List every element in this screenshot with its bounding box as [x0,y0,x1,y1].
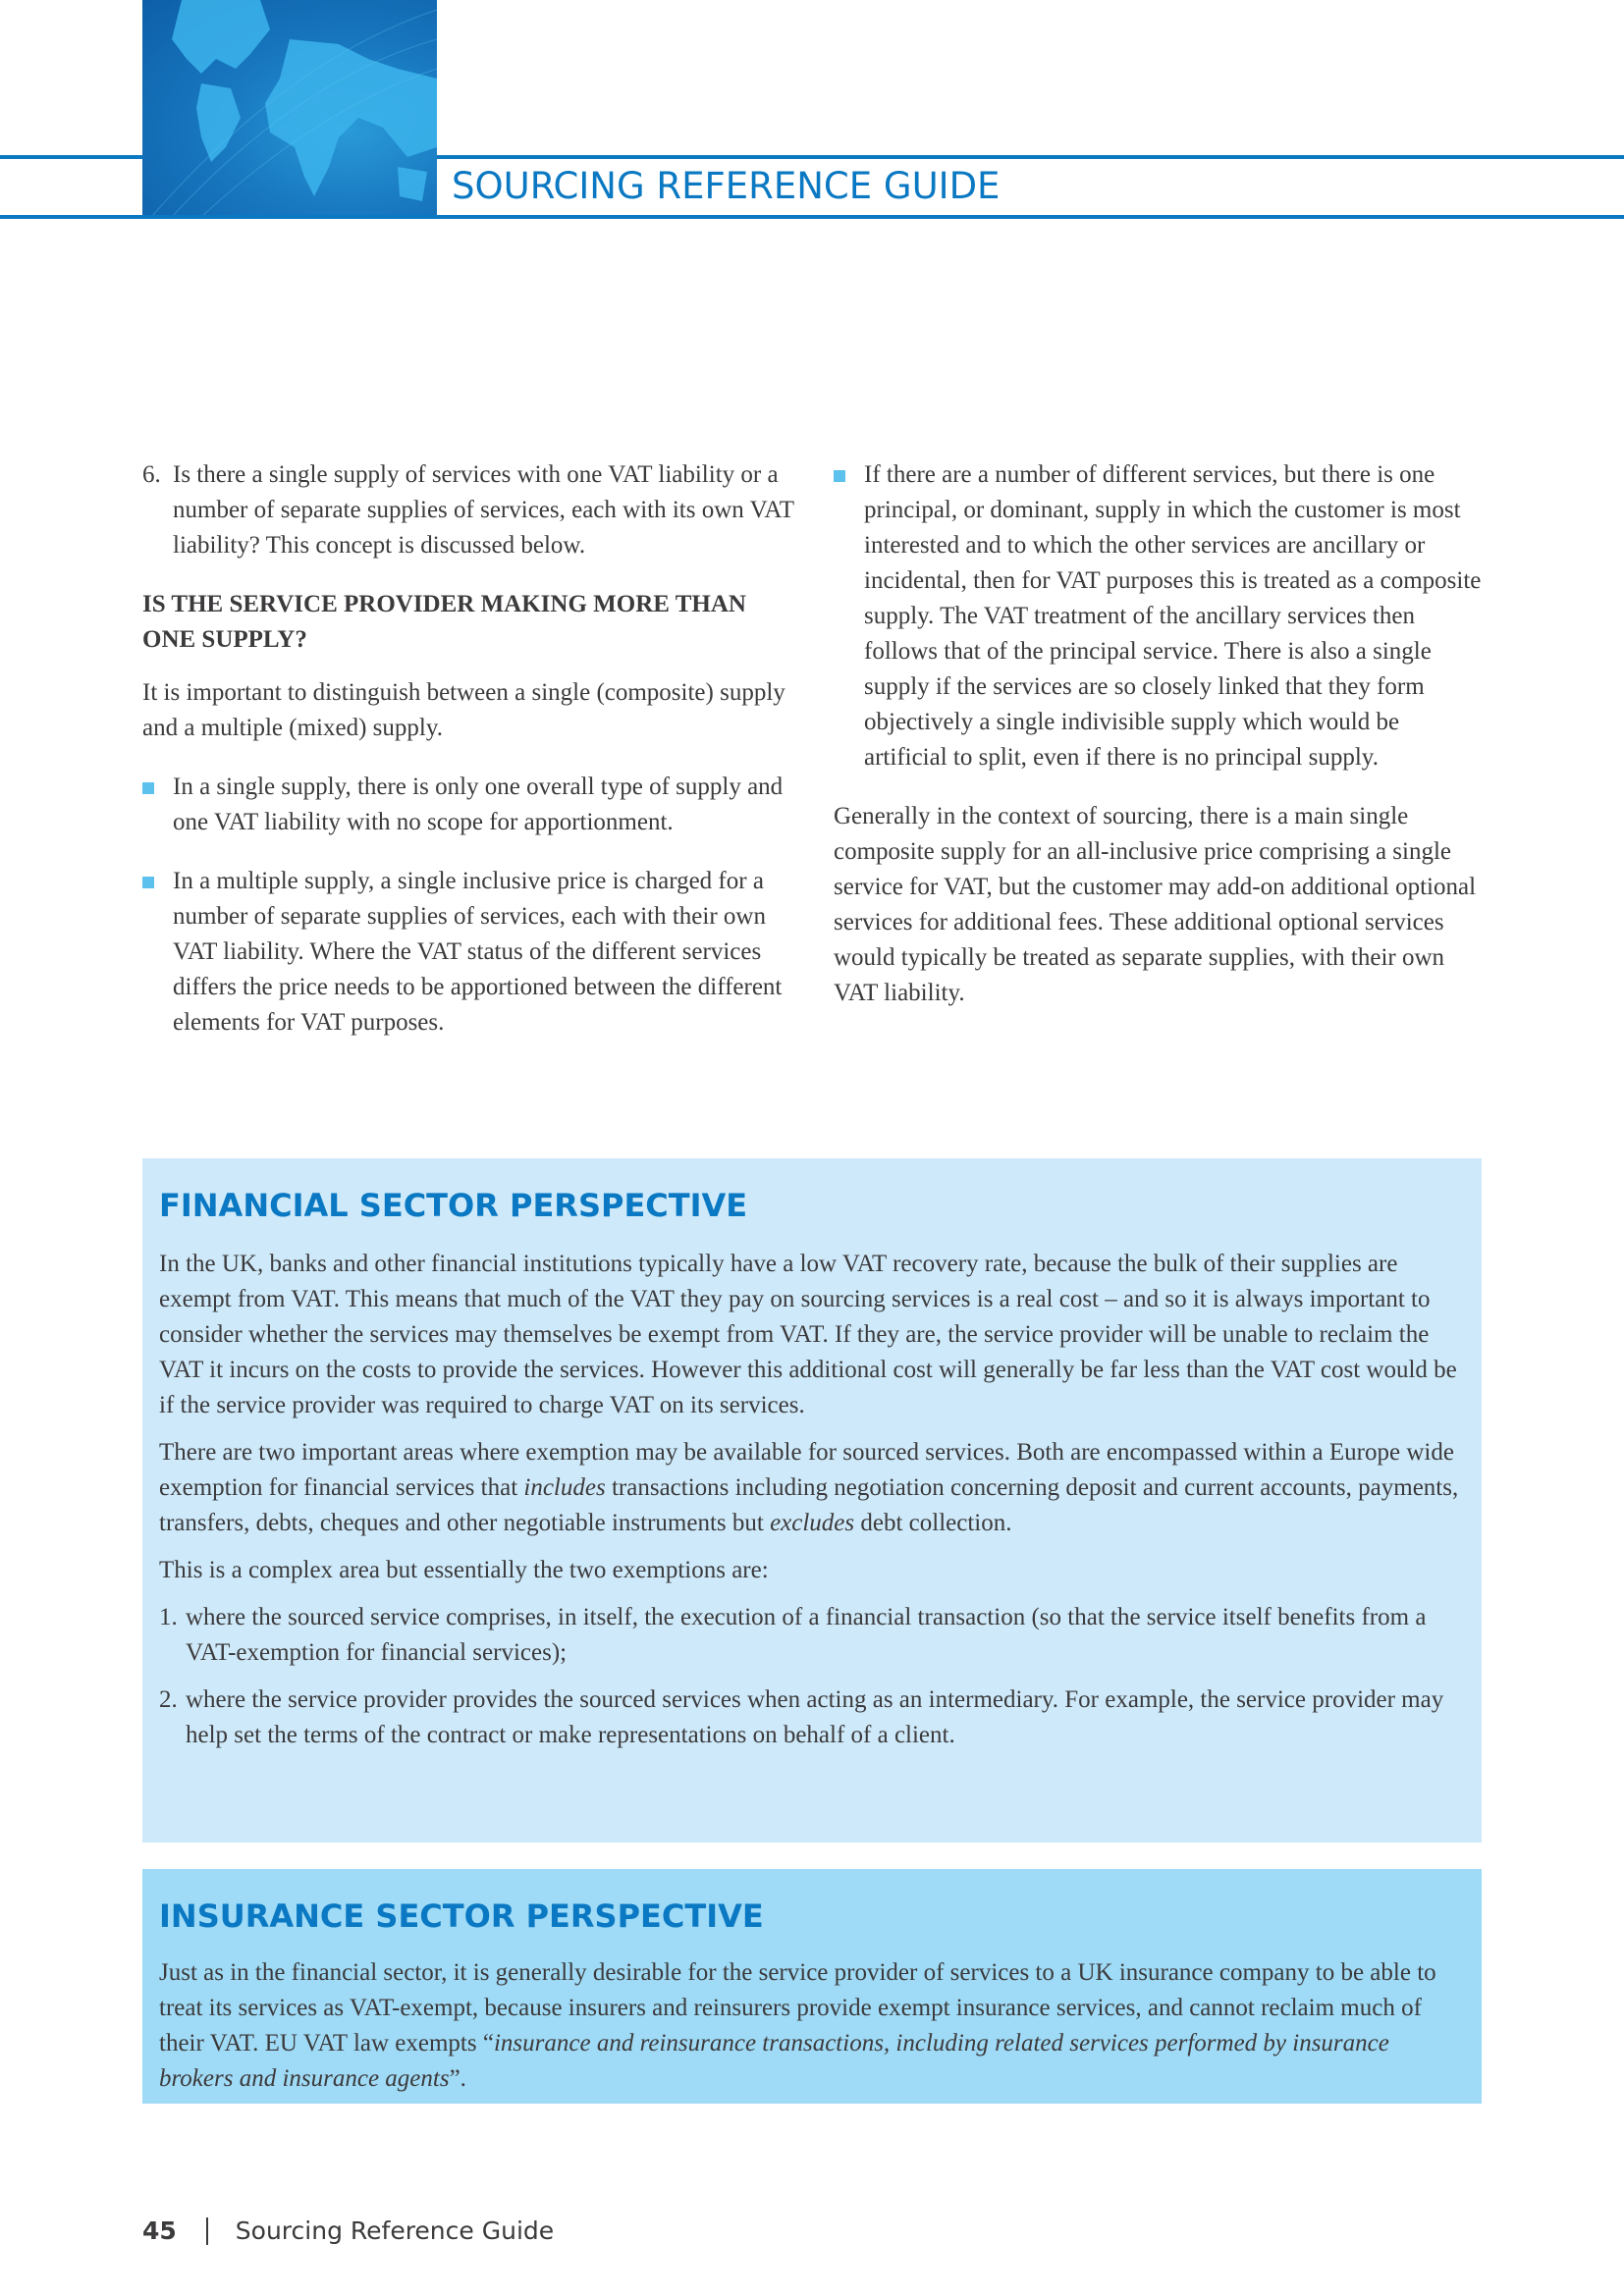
bullet-square-icon [834,470,845,482]
section-heading: IS THE SERVICE PROVIDER MAKING MORE THAN ONE SUPPLY? [142,591,746,653]
text: debt collection. [854,1510,1012,1536]
right-column [834,457,1487,1035]
paragraph: This is a complex area but essentially the two exemptions are: [159,1557,769,1583]
intro-paragraph: It is important to distinguish between a single (composite) supply and a multiple (mixed) supply. [142,679,785,741]
header-world-map-image [142,0,437,217]
left-column [142,457,795,1064]
numbered-item [142,457,795,563]
header-rule-top-left [0,155,142,159]
bullet-text: If there are a number of different services, but there is one principal, or dominant, supply in which the customer is most interested and to which the other services are ancillary or incidental, then for VAT purposes this is treated as a composite supply. The VAT treatment of the ancillary services then follows that of the principal service. There is also a single supply if the services are so closely linked that they form objectively a single indivisible supply which would be artificial to split, even if there is no principal supply. [864,461,1482,771]
item-number: 6. [142,461,161,488]
item-text: where the service provider provides the sourced services when acting as an intermediary. For example, the service provider may help set the terms of the contract or make representations on behalf of a client. [186,1686,1444,1748]
financial-sector-box [142,1158,1482,1842]
emphasis: includes [523,1474,606,1501]
bullet-item [142,770,795,840]
box-title: INSURANCE SECTOR PERSPECTIVE [159,1897,764,1935]
box-title: FINANCIAL SECTOR PERSPECTIVE [159,1187,748,1224]
world-map-icon [142,0,437,217]
emphasis: excludes [770,1510,855,1536]
page-footer [142,2216,554,2245]
text: Just as in the financial sector, it is generally desirable for the service provider of services to a UK insurance company to be able to treat its services as VAT-exempt, because insurers and reinsurers provide exempt insurance services, and cannot reclaim much of their VAT. EU VAT law exempts “ [159,1959,1436,2056]
footer-title: Sourcing Reference Guide [235,2216,555,2245]
text: transactions including negotiation concerning deposit and current accounts, payments, transfers, debts, cheques and other negotiable instruments but [159,1474,1459,1536]
page-number: 45 [142,2216,177,2245]
item-number: 1. [159,1604,178,1630]
item-text: Is there a single supply of services with one VAT liability or a number of separate supplies of services, each with its own VAT liability? This concept is discussed below. [173,461,794,559]
bullet-item [142,864,795,1041]
header-rule-bottom [0,215,1624,219]
text: There are two important areas where exemption may be available for sourced services. Both are encompassed within a Europe wide exemption for financial services that [159,1439,1454,1501]
paragraph [159,1435,1465,1541]
quote: insurance and reinsurance transactions, including related services performed by insurance brokers and insurance agents [159,2030,1389,2092]
insurance-sector-box [142,1869,1482,2104]
page-header-title: SOURCING REFERENCE GUIDE [452,165,1001,207]
numbered-item [159,1600,1465,1671]
paragraph: Generally in the context of sourcing, there is a main single composite supply for an all-inclusive price comprising a single service for VAT, but the customer may add-on additional optional services for additional fees. These additional optional services would typically be treated as separate supplies, with their own VAT liability. [834,803,1477,1006]
bullet-text: In a single supply, there is only one overall type of supply and one VAT liability with no scope for apportionment. [173,774,784,835]
item-text: where the sourced service comprises, in itself, the execution of a financial transaction (so that the service itself benefits from a VAT-exemption for financial services); [186,1604,1427,1666]
paragraph: In the UK, banks and other financial institutions typically have a low VAT recovery rate, because the bulk of their supplies are exempt from VAT. This means that much of the VAT they pay on sourcing services is a real cost – and so it is always important to consider whether the services may themselves be exempt from VAT. If they are, the service provider will be unable to reclaim the VAT it incurs on the costs to provide the services. However this additional cost will generally be far less than the VAT cost would be if the service provider was required to charge VAT on its services. [159,1251,1457,1418]
header-rule-top-right [437,155,1624,159]
numbered-item [159,1682,1465,1753]
bullet-item [834,457,1487,775]
bullet-square-icon [142,782,154,794]
text: ”. [449,2065,466,2092]
footer-divider [206,2217,208,2245]
item-number: 2. [159,1686,178,1713]
bullet-text: In a multiple supply, a single inclusive price is charged for a number of separate supplies of services, each with their own VAT liability. Where the VAT status of the different services differs the price needs to be apportioned between the different elements for VAT purposes. [173,868,783,1036]
paragraph [159,1955,1465,2097]
bullet-square-icon [142,877,154,888]
